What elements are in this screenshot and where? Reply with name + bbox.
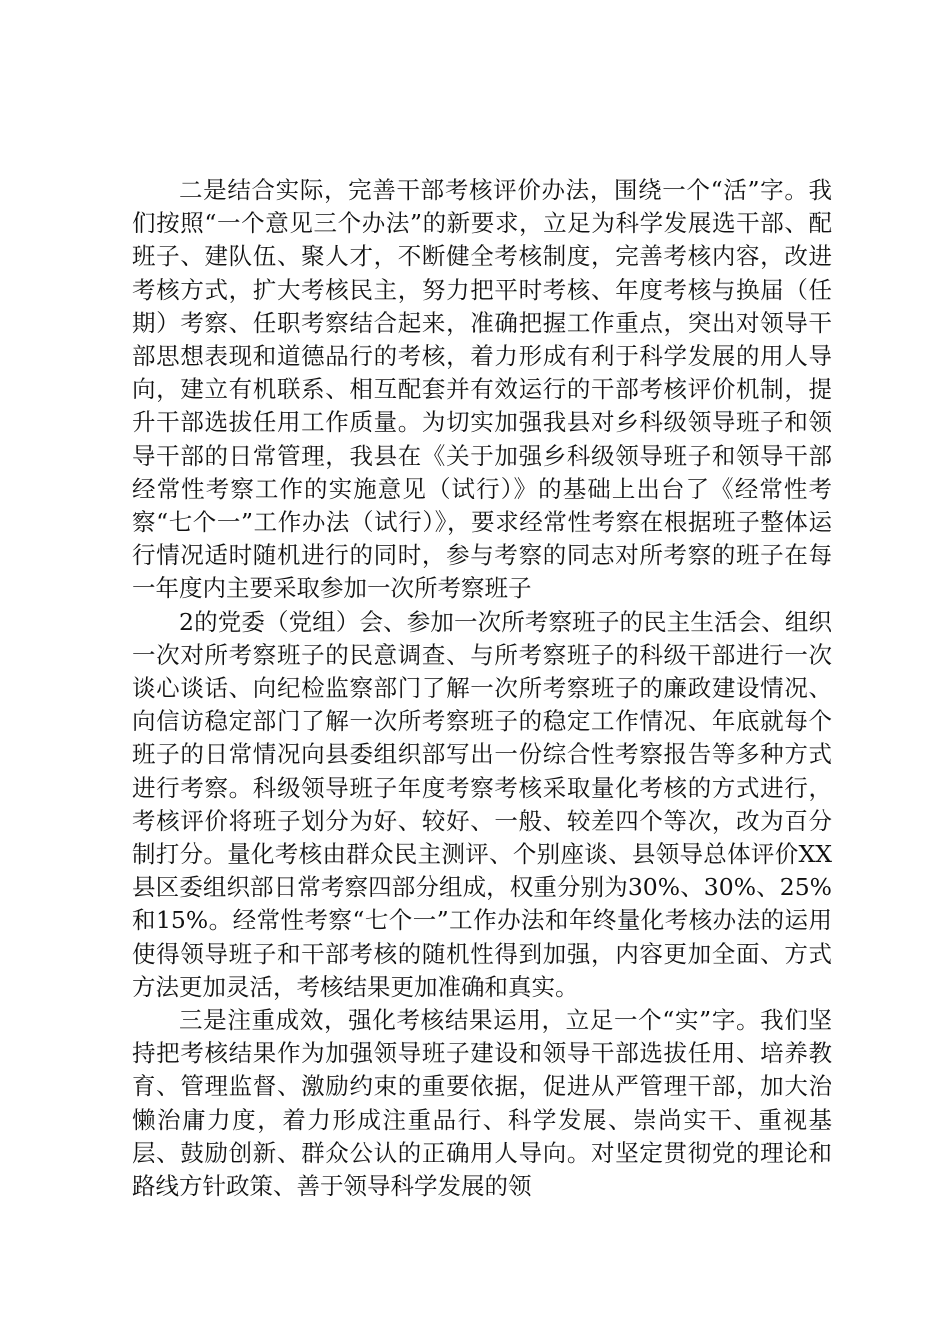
paragraph-3: 三是注重成效，强化考核结果运用，立足一个“实”字。我们坚持把考核结果作为加强领导班子建设和领导干部选拔任用、培养教育、管理监督、激励约束的重要依据，促进从严管理干部，加大治懒治庸力度，着力形成注重品行、科学发展、崇尚实干、重视基层、鼓励创新、群众公认的正确用人导向。对坚定贯彻党的理论和路线方针政策、善于领导科学发展的领 [132,1006,832,1201]
body-text [132,174,832,1203]
paragraph-2: 2的党委（党组）会、参加一次所考察班子的民主生活会、组织一次对所考察班子的民意调查、与所考察班子的科级干部进行一次谈心谈话、向纪检监察部门了解一次所考察班子的廉政建设情况、向信访稳定部门了解一次所考察班子的稳定工作情况、年底就每个班子的日常情况向县委组织部写出一份综合性考察报告等多种方式进行考察。科级领导班子年度考察考核采取量化考核的方式进行，考核评价将班子划分为好、较好、一般、较差四个等次，改为百分制打分。量化考核由群众民主测评、个别座谈、县领导总体评价XX县区委组织部日常考察四部分组成，权重分别为30%、30%、25%和15%。经常性考察“七个一”工作办法和年终量化考核办法的运用使得领导班子和干部考核的随机性得到加强，内容更加全面、方式方法更加灵活，考核结果更加准确和真实。 [132,607,832,1001]
paragraph-1: 二是结合实际，完善干部考核评价办法，围绕一个“活”字。我们按照“一个意见三个办法”的新要求，立足为科学发展选干部、配班子、建队伍、聚人才，不断健全考核制度，完善考核内容，改进考核方式，扩大考核民主，努力把平时考核、年度考核与换届（任期）考察、任职考察结合起来，准确把握工作重点，突出对领导干部思想表现和道德品行的考核，着力形成有利于科学发展的用人导向，建立有机联系、相互配套并有效运行的干部考核评价机制，提升干部选拔任用工作质量。为切实加强我县对乡科级领导班子和领导干部的日常管理，我县在《关于加强乡科级领导班子和领导干部经常性考察工作的实施意见（试行）》的基础上出台了《经常性考察“七个一”工作办法（试行）》，要求经常性考察在根据班子整体运行情况适时随机进行的同时，参与考察的同志对所考察的班子在每一年度内主要采取参加一次所考察班子 [132,176,832,603]
